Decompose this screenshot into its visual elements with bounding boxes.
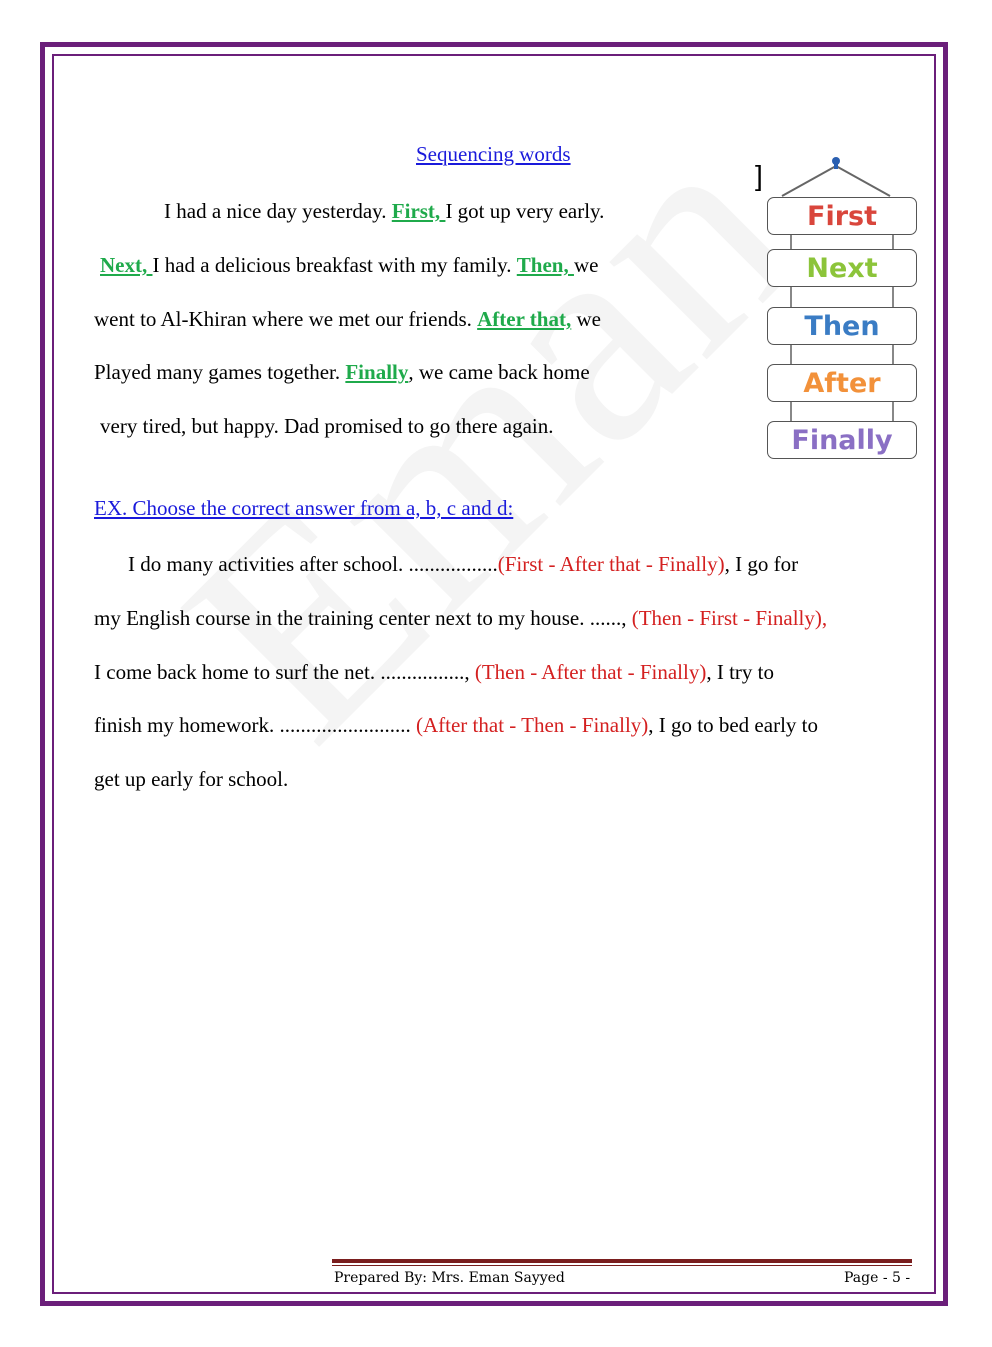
sign-word-first: First	[807, 200, 877, 232]
sequence-word: After that,	[477, 307, 572, 331]
sequence-word: Finally	[345, 360, 409, 384]
exercise-text: , I go to bed early to	[648, 713, 818, 737]
bracket-mark: ]	[755, 160, 763, 191]
exercise-text: ,	[821, 606, 828, 630]
story-text: , we came back home	[408, 360, 590, 384]
exercise-text: I do many activities after school. .................	[128, 552, 498, 576]
exercise-text: , I try to	[706, 660, 774, 684]
exercise-text: I come back home to surf the net. ................,	[94, 660, 475, 684]
story-text: I got up very early.	[445, 199, 605, 223]
story-line-2	[100, 255, 598, 276]
footer-rule	[332, 1259, 912, 1263]
footer-rule-thin	[332, 1265, 912, 1266]
sign-board-finally	[767, 421, 917, 459]
story-line-4	[94, 362, 590, 383]
answer-options: (After that - Then - Finally)	[415, 713, 649, 737]
exercise-line-5: get up early for school.	[94, 767, 289, 791]
sign-word-then: Then	[804, 310, 880, 342]
answer-options: (Then - First - Finally)	[631, 606, 822, 630]
story-text: I had a delicious breakfast with my family.	[152, 253, 517, 277]
exercise-title: EX. Choose the correct answer from a, b, c and d:	[94, 496, 514, 520]
answer-options: (First - After that - Finally)	[497, 552, 725, 576]
story-text: I had a nice day yesterday.	[164, 199, 392, 223]
exercise-line-3	[94, 662, 774, 683]
sign-board-next	[767, 249, 917, 287]
story-line-5: very tired, but happy. Dad promised to go there again.	[100, 414, 554, 438]
story-text: Played many games together.	[94, 360, 346, 384]
exercise-text: , I go for	[724, 552, 799, 576]
story-text: we	[571, 307, 601, 331]
sign-word-finally: Finally	[791, 424, 893, 456]
sign-word-next: Next	[806, 252, 878, 284]
story-line-3	[94, 309, 601, 330]
answer-options: (Then - After that - Finally)	[474, 660, 707, 684]
sign-board-then	[767, 307, 917, 345]
sequence-word: Then,	[516, 253, 574, 277]
exercise-text: finish my homework. .........................	[94, 713, 416, 737]
exercise-line-4	[94, 715, 818, 736]
sign-word-after: After	[803, 367, 881, 399]
page-number: Page - 5 -	[844, 1270, 911, 1286]
sequence-word: First,	[391, 199, 446, 223]
hanger-icon	[760, 152, 930, 202]
page-title: Sequencing words	[416, 142, 571, 166]
story-line-1	[164, 201, 604, 222]
story-text: went to Al-Khiran where we met our friends.	[94, 307, 478, 331]
exercise-line-2	[94, 608, 827, 629]
sequence-word: Next,	[100, 253, 153, 277]
footer-author: Prepared By: Mrs. Eman Sayyed	[334, 1270, 565, 1286]
exercise-text: my English course in the training center next to my house. ......,	[94, 606, 632, 630]
sign-board-after	[767, 364, 917, 402]
sign-board-first	[767, 197, 917, 235]
story-text: we	[573, 253, 599, 277]
exercise-line-1	[128, 554, 798, 575]
